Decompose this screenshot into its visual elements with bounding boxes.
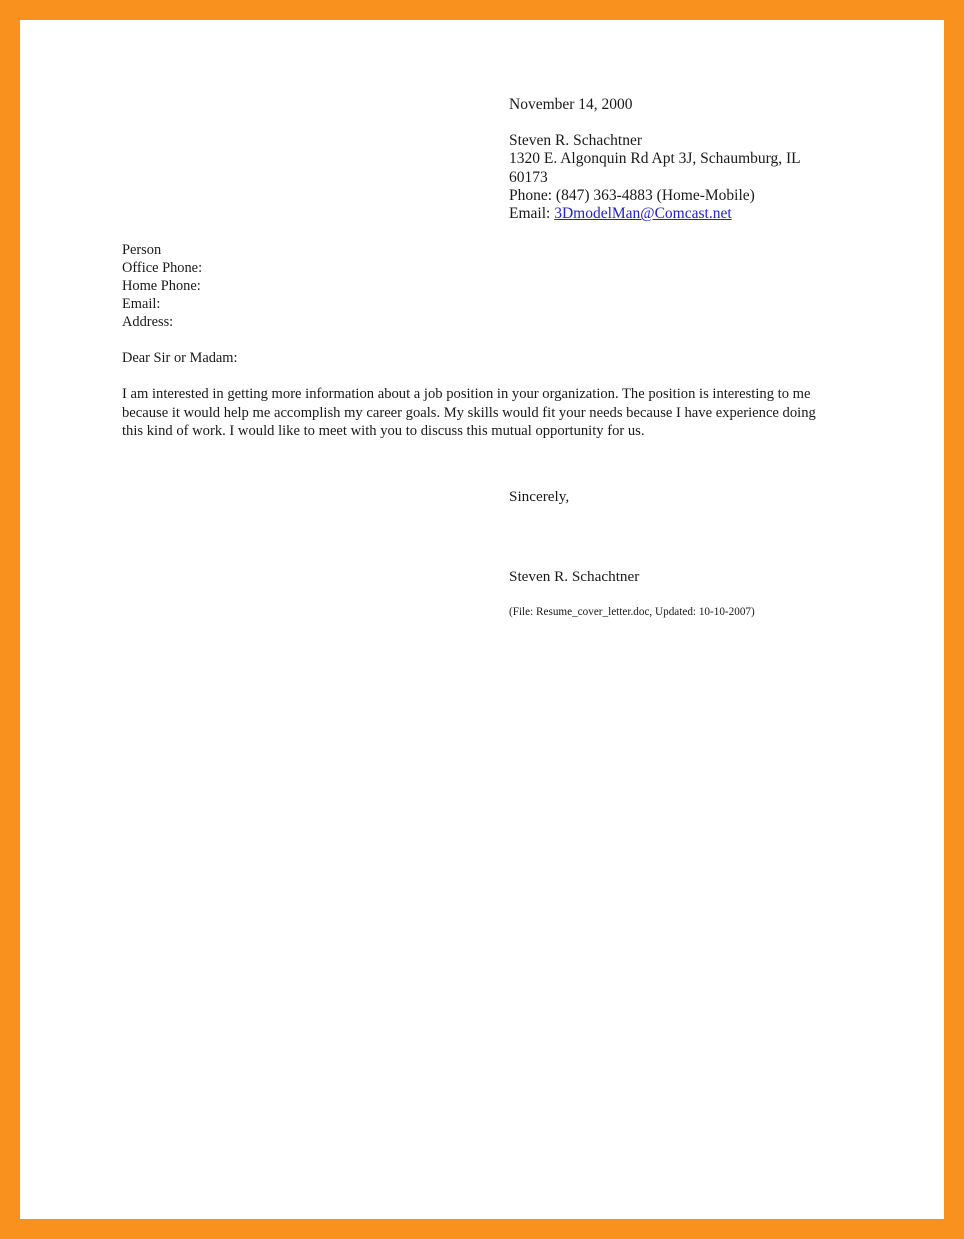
signature-name: Steven R. Schachtner	[509, 568, 640, 585]
sender-email-label: Email:	[509, 205, 551, 223]
document-sheet	[20, 20, 944, 1219]
sender-phone: Phone: (847) 363-4883 (Home-Mobile)	[509, 186, 755, 204]
file-footnote: (File: Resume_cover_letter.doc, Updated: 10-10-2007)	[509, 606, 755, 618]
recipient-line-office-phone: Office Phone:	[122, 260, 203, 276]
sender-block	[509, 96, 819, 223]
closing-salutation: Sincerely,	[509, 488, 570, 505]
recipient-line-home-phone: Home Phone:	[122, 278, 201, 294]
letter-date: November 14, 2000	[509, 96, 633, 113]
recipient-line-email: Email:	[122, 296, 161, 312]
salutation: Dear Sir or Madam:	[122, 350, 238, 366]
recipient-block	[122, 241, 442, 331]
closing-block	[509, 488, 849, 619]
body-paragraph: I am interested in getting more information about a job position in your organization. The position is interesting to me because it would help me accomplish my career goals. My skills would fit your needs because I have experience doing this kind of work. I would like to meet with you to discuss this mutual opportunity for us.	[122, 386, 816, 439]
recipient-line-person: Person	[122, 242, 162, 258]
sender-email-line	[509, 205, 819, 223]
sender-address: 1320 E. Algonquin Rd Apt 3J, Schaumburg, IL 60173	[509, 150, 801, 186]
sender-name: Steven R. Schachtner	[509, 132, 643, 149]
sender-email-link[interactable]: 3DmodelMan@Comcast.net	[554, 205, 732, 223]
recipient-line-address: Address:	[122, 314, 174, 330]
